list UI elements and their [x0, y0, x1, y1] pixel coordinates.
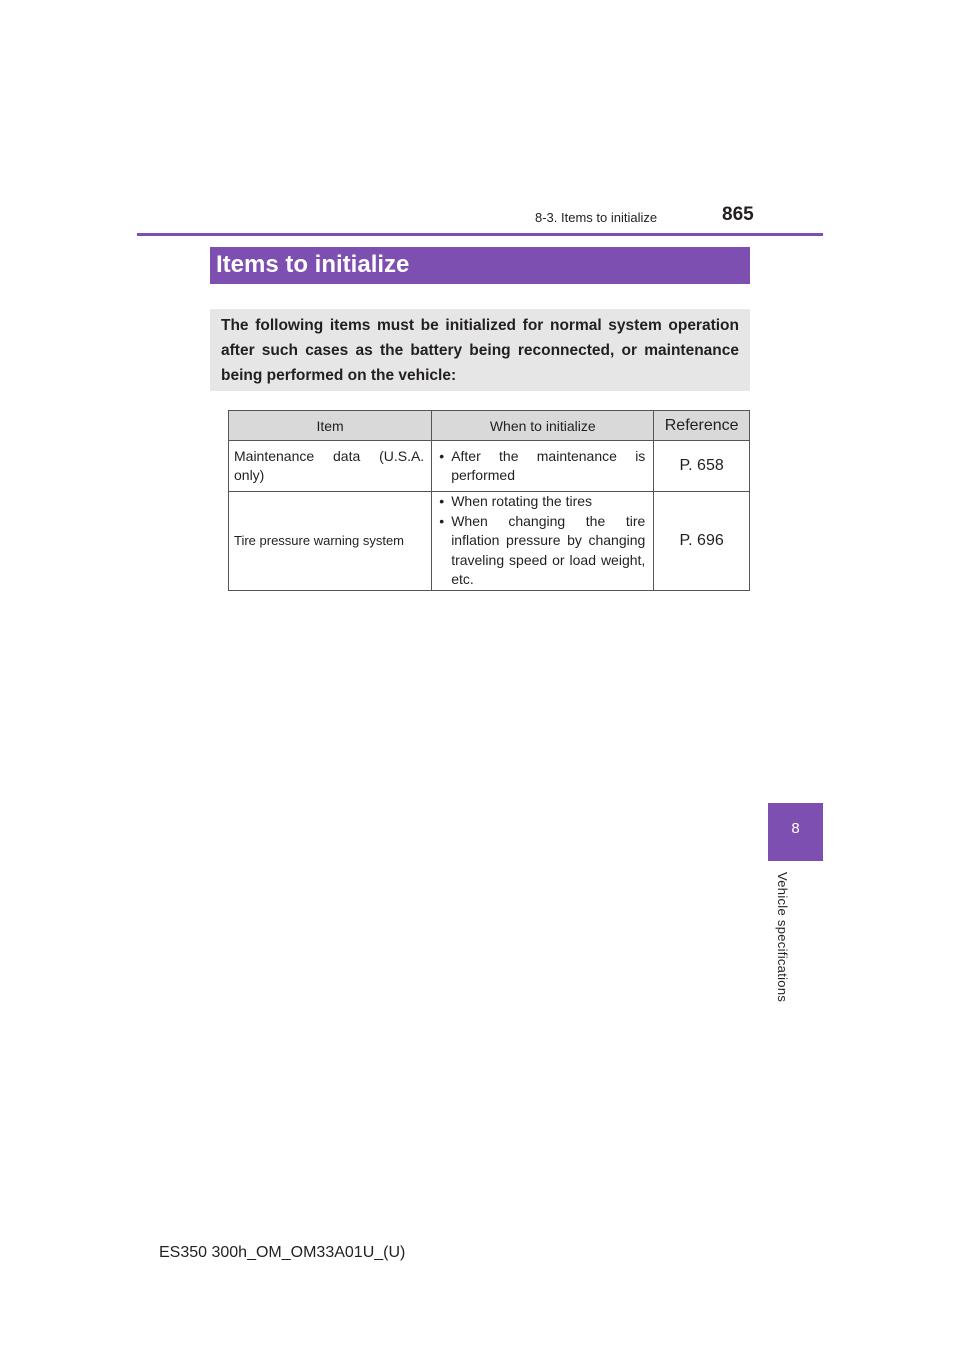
when-list: [438, 492, 645, 590]
table-cell-when: [432, 492, 654, 591]
item-name: Maintenance data (U.S.A. only): [234, 448, 425, 483]
items-table: [228, 410, 750, 591]
page-number: 865: [722, 204, 754, 225]
column-header-when: When to initialize: [432, 411, 654, 441]
column-header-item: Item: [229, 411, 432, 441]
chapter-tab[interactable]: 8: [768, 803, 823, 861]
document-code: ES350 300h_OM_OM33A01U_(U): [159, 1244, 406, 1261]
chapter-tab-label: Vehicle specifications: [775, 872, 790, 1003]
when-list: [438, 447, 645, 486]
table-row: [229, 441, 750, 492]
when-list-item: • When changing the tire inflation pressure by changing traveling speed or load weight, etc.: [438, 512, 645, 590]
table-cell-when: [432, 441, 654, 492]
when-list-item: • When rotating the tires: [438, 492, 645, 512]
table-cell-item: [229, 492, 432, 591]
table-cell-item: [229, 441, 432, 492]
header-divider: [137, 233, 823, 236]
when-list-item: • After the maintenance is performed: [438, 447, 645, 486]
reference-link[interactable]: P. 696: [654, 492, 750, 591]
reference-link[interactable]: P. 658: [654, 441, 750, 492]
header-section-title: 8-3. Items to initialize: [535, 210, 658, 225]
table-row: [229, 492, 750, 591]
table-header-row: [229, 411, 750, 441]
column-header-reference: Reference: [654, 411, 750, 441]
intro-paragraph: The following items must be initialized for normal system operation after such cases as the battery being reconnected, or maintenance being performed on the vehicle:: [210, 309, 750, 391]
page-title: Items to initialize: [210, 247, 750, 284]
item-name: Tire pressure warning system: [234, 533, 405, 549]
